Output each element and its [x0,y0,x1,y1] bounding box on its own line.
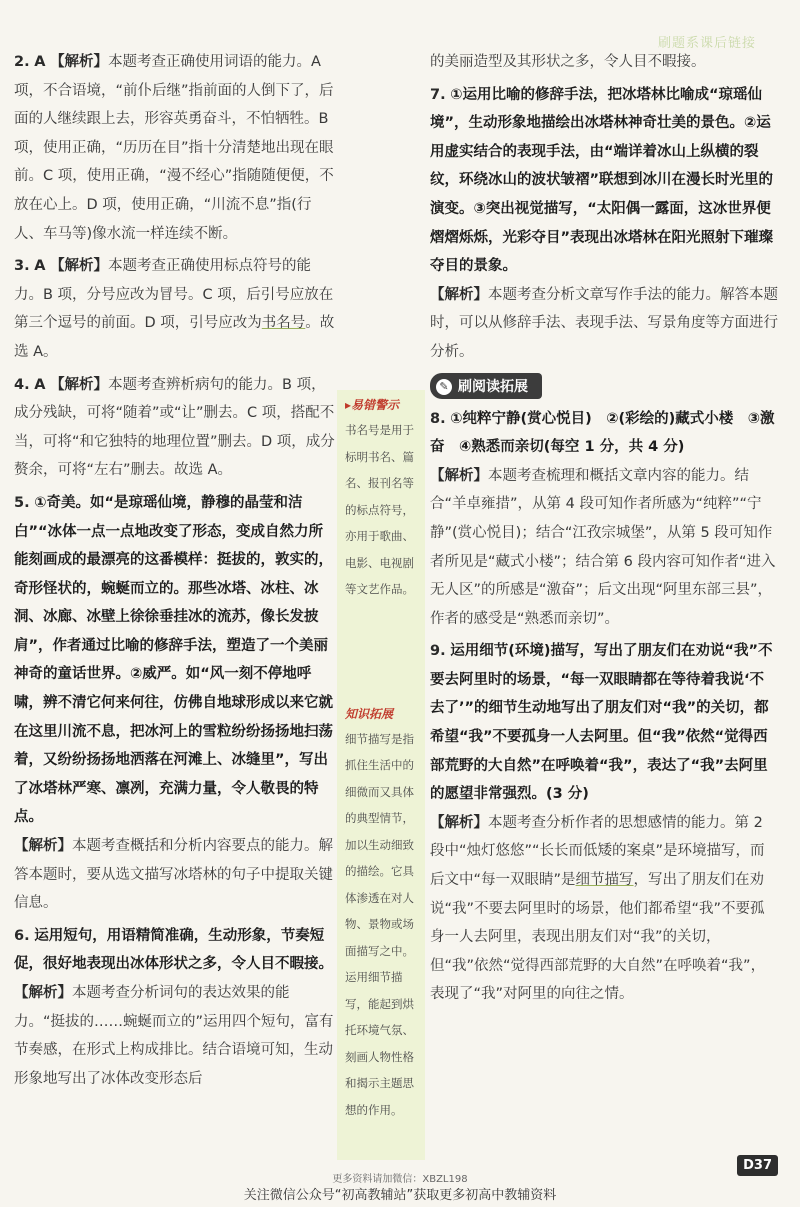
footer-contact: 更多资料请加微信：XBZL198 [332,1174,468,1185]
analysis-tag: 【解析】 [430,467,488,484]
analysis-text-end: ，写出了朋友们在劝说“我”不要去阿里时的场景，他们都希望“我”不要孤身一人去阿里，表现出朋友们对“我”的关切，但“我”依然“觉得西部荒野的大自然”在呼唤着“我”，表现了“我”对阿里的向往之情。 [430,872,766,1003]
item-number: 3. [14,258,30,275]
answer-text: ①纯粹宁静(赏心悦目) ②(彩绘的)藏式小楼 ③激奋 ④熟悉而亲切(每空 1 分，共 4 分) [430,410,775,456]
answer-text: 运用短句，用语精简准确，生动形象，节奏短促，很好地表现出冰体形状之多，令人目不暇接。 [14,927,333,973]
answer-item-5-analysis [14,832,336,918]
answer-item-6 [14,922,336,979]
analysis-text: 本题考查梳理和概括文章内容的能力。结合“羊卓雍措”，从第 4 段可知作者所感为“纯粹”“宁静”(赏心悦目)；结合“江孜宗城堡”，从第 5 段可知作者所见是“藏式小楼”；结合第 6 段内容可知作者“进入无人区”的所感是“激奋”；后文出现“阿里东部三县”，作者的感受是“熟悉而亲切”。 [430,467,776,627]
analysis-tag: 【解析】 [50,54,109,70]
sidebar-notes [337,390,425,1160]
page-number: D37 [737,1155,778,1176]
item-number: 4. [14,376,30,393]
header-faint-text: 刷题系课后链接 [657,36,756,51]
continued-text: 的美丽造型及其形状之多，令人目不暇接。 [430,54,706,70]
book-icon: ✎ [436,379,452,395]
analysis-text: 本题考查正确使用标点符号的能力。B 项，分号应改为冒号。C 项，后引号应放在第三个逗号的前面。D 项，引号应改为 [14,258,334,332]
item-number: 6. [14,927,30,944]
warning-title: ▸易错警示 [345,398,400,412]
analysis-text: 本题考查分析词句的表达效果的能力。“挺拔的……蜿蜒而立的”运用四个短句，富有节奏感，在形式上构成排比。结合语境可知，生动形象地写出了冰体改变形态后 [14,985,334,1087]
analysis-text: 本题考查辨析病句的能力。B 项，成分残缺，可将“随着”或“让”删去。C 项，搭配不当，可将“和它独特的地理位置”删去。D 项，成分赘余，可将“左右”删去。故选 A。 [14,376,335,479]
answer-text: 运用细节(环境)描写，写出了朋友们在劝说“我”不要去阿里时的场景，“每一双眼睛都在等待着我说‘不去了’”的细节生动地写出了朋友们对“我”的关切，都希望“我”不要孤身一人去阿里。但“我”依然“觉得西部荒野的大自然”在呼唤着“我”，表达了“我”去阿里的愿望非常强烈。(3 分) [430,643,773,803]
section-banner: ✎ 刷阅读拓展 [430,373,542,399]
analysis-text-end: 。故选 A。 [14,315,335,360]
answer-item-8-analysis [430,462,778,634]
item-number: 2. [14,54,30,70]
answer-item-6-analysis [14,979,336,1093]
arrow-icon: ▸ [345,398,352,412]
analysis-tag: 【解析】 [14,985,72,1001]
underlined-term: 细节描写 [575,872,634,889]
answer-item-7-analysis [430,281,778,367]
answer-item-9 [430,637,778,809]
answer-text: ①运用比喻的修辞手法，把冰塔林比喻成“琼瑶仙境”，生动形象地描绘出冰塔林神奇壮美的景色。②运用虚实结合的表现手法，由“端详着冰山上纵横的裂纹，环绕冰山的波状皱褶”联想到冰川在漫长时光里的演变。③突出视觉描写，“太阳偶一露面，这冰世界便熠熠烁烁，光彩夺目”表现出冰塔林在阳光照射下璀璨夺目的景象。 [430,86,774,275]
analysis-text: 本题考查正确使用词语的能力。A 项，不合语境，“前仆后继”指前面的人倒下了，后面的人继续跟上去，形容英勇奋斗，不怕牺牲。B 项，使用正确，“历历在目”指十分清楚地出现在眼前。C 项，使用正确，“漫不经心”指随随便便，不放在心上。D 项，使用正确，“川流不息”指(行人、车马等)像水流一样连续不断。 [14,54,334,242]
item-number: 5. [14,494,30,511]
left-column [14,48,336,1093]
analysis-tag: 【解析】 [430,286,488,303]
answer-item-8 [430,405,778,462]
analysis-text: 本题考查概括和分析内容要点的能力。解答本题时，要从选文描写冰塔林的句子中提取关键信息。 [14,838,333,912]
answer-item-4 [14,371,336,485]
item-number: 8. [430,410,446,427]
answer-item-7 [430,81,778,281]
knowledge-text: 细节描写是指抓住生活中的细微而又具体的典型情节，加以生动细致的描绘。它具体渗透在对人物、景物或场面描写之中。运用细节描写，能起到烘托环境气氛、刻画人物性格和揭示主题思想的作用。 [345,731,414,1117]
item-answer: A [34,54,46,70]
analysis-text: 本题考查分析作者的思想感情的能力。第 2 段中“烛灯悠悠”“长长而低矮的案桌”是环境描写，而后文中“每一双眼睛”是 [430,814,765,889]
answer-item-5 [14,489,336,832]
answer-item-3 [14,252,336,366]
item-number: 7. [430,86,446,103]
analysis-tag: 【解析】 [50,258,109,275]
warning-text: 书名号是用于标明书名、篇名、报刊名等的标点符号，亦用于歌曲、电影、电视剧等文艺作品。 [345,423,414,596]
analysis-tag: 【解析】 [430,814,488,831]
analysis-text: 本题考查分析文章写作手法的能力。解答本题时，可以从修辞手法、表现手法、写景角度等方面进行分析。 [430,286,778,360]
answer-text: ①奇美。如“是琼瑶仙境，静穆的晶莹和洁白”“冰体一点一点地改变了形态，变成自然力所能刻画成的最漂亮的这番模样：挺拔的，敦实的，奇形怪状的，蜿蜒而立的。那些冰塔、冰柱、冰洞、冰廊、冰壁上徐徐垂挂冰的流苏，像长发披肩”，作者通过比喻的修辞手法，塑造了一个美丽神奇的童话世界。②威严。如“风一刻不停地呼啸，辨不清它何来何往，仿佛自地球形成以来它就在这里川流不息，把冰河上的雪粒纷纷扬扬地扫荡着，又纷纷扬扬地洒落在河滩上、冰缝里”，写出了冰塔林严寒、凛冽，充满力量，令人敬畏的特点。 [14,494,333,826]
analysis-tag: 【解析】 [14,838,72,855]
analysis-tag: 【解析】 [50,376,109,393]
underlined-term: 书名号 [261,315,306,332]
answer-item-9-analysis [430,809,778,1009]
right-column [430,48,778,1009]
item-answer: A [34,258,46,275]
answer-item-2 [14,48,336,248]
item-answer: A [34,376,46,393]
footer-text: 关注微信公众号“初高教辅站”获取更多初高中教辅资料 [243,1188,557,1203]
item-number: 9. [430,643,446,660]
knowledge-title: 知识拓展 [345,706,394,721]
